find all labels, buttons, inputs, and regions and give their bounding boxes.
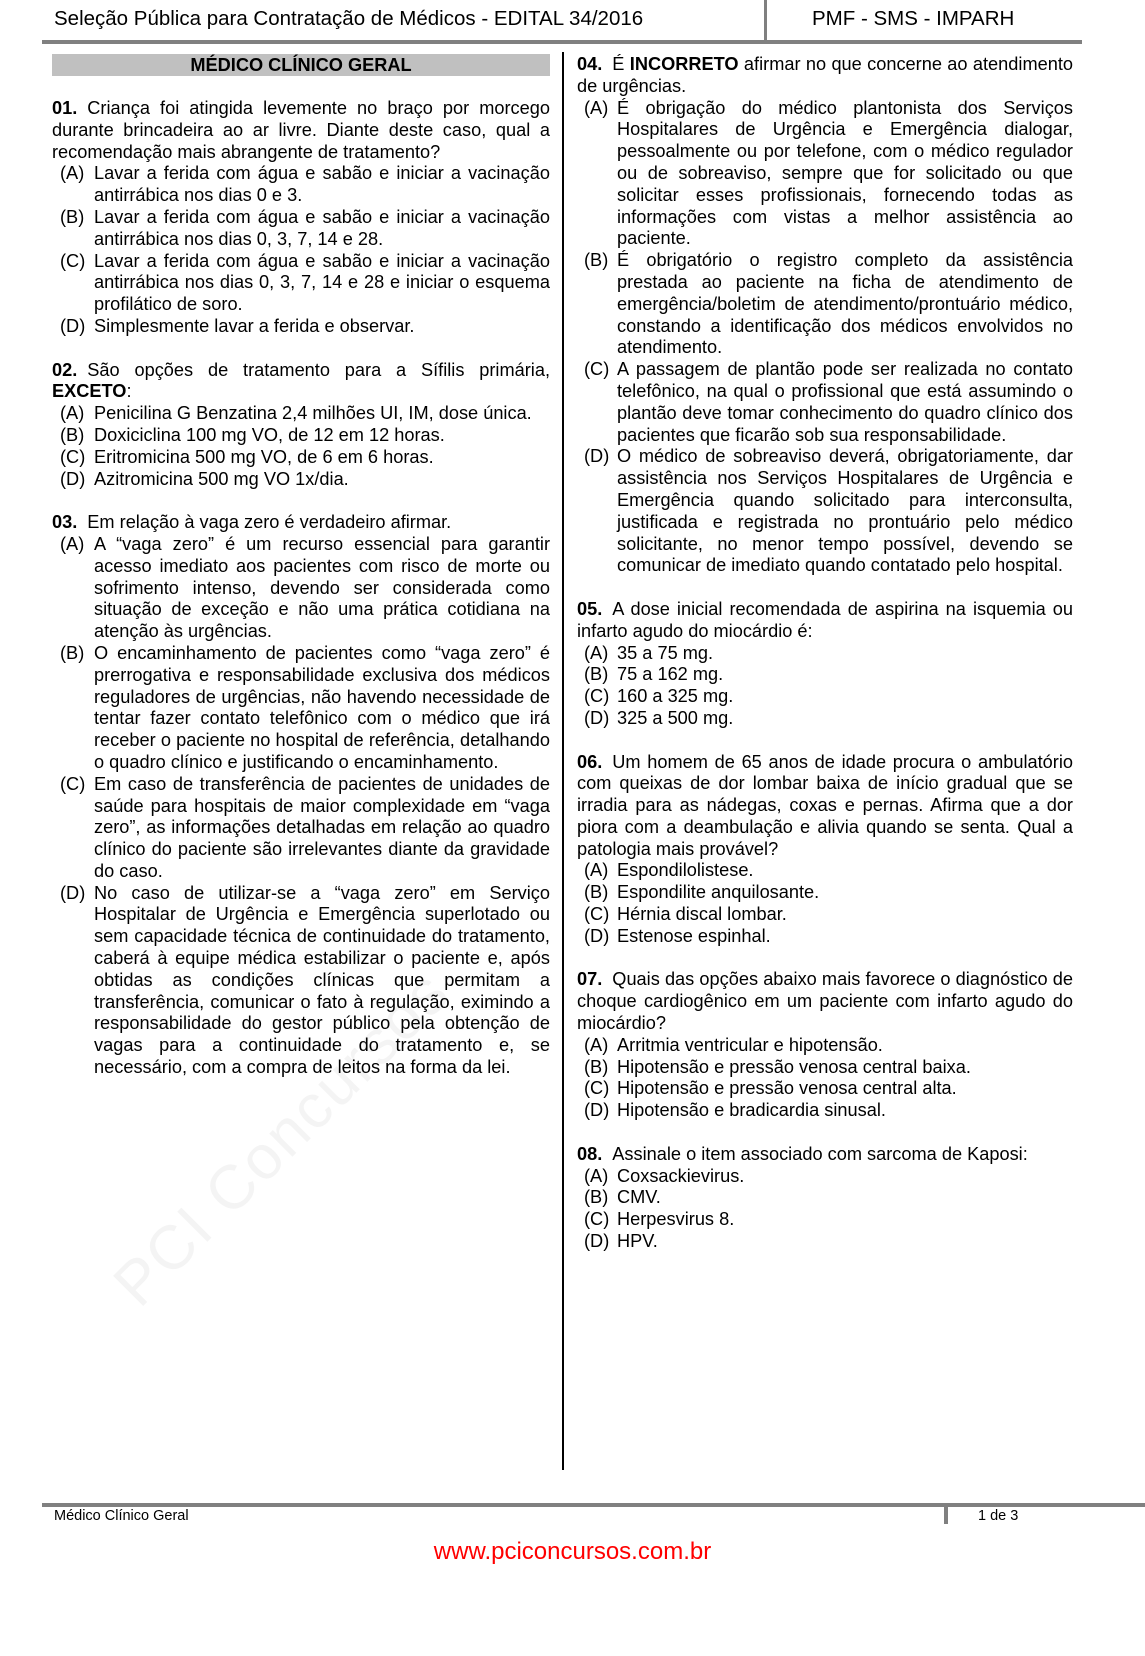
question [577,969,1073,1122]
option-text: Estenose espinhal. [617,925,771,946]
left-column [52,54,550,1101]
answer-option [577,926,1073,948]
header-divider [764,0,767,40]
answer-option [577,882,1073,904]
question [52,512,550,1079]
option-text: A passagem de plantão pode ser realizada no contato telefônico, na qual o profissional que está assumindo o plantão deve tomar conhecimento do quadro clínico dos pacientes que ficarão sob sua responsabilidade. [617,359,1073,445]
answer-option [577,250,1073,359]
option-text: Espondilolistese. [617,860,754,881]
stem-text: Em relação à vaga zero é verdadeiro afirmar. [87,512,452,533]
question-number: 05. [577,598,603,619]
right-column [577,54,1073,1275]
option-label: (C) [584,359,610,380]
question-stem [52,98,550,163]
option-text: Arritmia ventricular e hipotensão. [617,1034,883,1055]
stem-text-end: : [126,381,132,402]
option-label: (C) [60,446,86,467]
option-text: 35 a 75 mg. [617,642,714,663]
header-org: PMF - SMS - IMPARH [812,7,1015,30]
option-text: Hérnia discal lombar. [617,904,787,925]
question [52,360,550,491]
column-separator [562,52,564,1470]
question-stem [52,360,550,404]
question [577,599,1073,730]
question-number: 07. [577,969,603,990]
option-label: (C) [584,904,610,925]
option-label: (D) [60,315,86,336]
stem-text: Assinale o item associado com sarcoma de Kaposi: [612,1143,1028,1164]
option-label: (B) [584,1187,609,1208]
question-stem [577,1144,1073,1166]
stem-text: Um homem de 65 anos de idade procura o ambulatório com queixas de dor lombar baixa de início gradual que se irradia para as nádegas, coxas e pernas. Afirma que a dor piora com a deambulação e alivia quando se senta. Qual a patologia mais provável? [577,751,1073,859]
option-label: (A) [584,642,609,663]
question-number: 04. [577,54,603,74]
option-label: (B) [60,206,85,227]
option-label: (B) [60,424,85,445]
answer-option [577,708,1073,730]
question-stem [577,969,1073,1034]
option-text: Espondilite anquilosante. [617,882,820,903]
answer-option [52,251,550,316]
option-text: A “vaga zero” é um recurso essencial para garantir acesso imediato aos pacientes com risco de morte ou sofrimento intenso, devendo ser considerada como situação de exceção e não uma prática cotidiana na atenção às urgências. [94,533,550,642]
answer-option [577,664,1073,686]
stem-text: A dose inicial recomendada de aspirina na isquemia ou infarto agudo do miocárdio é: [577,598,1073,641]
option-text: Eritromicina 500 mg VO, de 6 em 6 horas. [94,446,434,467]
question [52,98,550,338]
option-label: (C) [584,1078,610,1099]
option-text: É obrigatório o registro completo da assistência prestada ao paciente na ficha de atendimento de emergência/boletim de atendimento/prontuário médico, constando a identificação dos médicos envolvidos no atendimento. [617,250,1073,358]
option-label: (D) [584,707,610,728]
question-stem [577,599,1073,643]
option-text: Penicilina G Benzatina 2,4 milhões UI, IM, dose única. [94,403,532,424]
question [577,752,1073,948]
answer-option [52,643,550,774]
option-label: (D) [584,925,610,946]
option-label: (A) [60,403,85,424]
header-rule [42,40,1082,44]
footer-rule [42,1503,1145,1507]
option-text: Em caso de transferência de pacientes de unidades de saúde para hospitais de maior complexidade em “vaga zero”, as informações detalhadas em relação ao quadro clínico do paciente são irrelevantes diante da gravidade do caso. [94,773,550,881]
option-label: (B) [584,1056,609,1077]
option-text: O médico de sobreaviso deverá, obrigatoriamente, dar assistência nos Serviços Hospitalares de Urgência e Emergência quando solicitado para interconsulta, justificada e registrada no prontuário pelo médico solicitante, no menor tempo possível, devendo se comunicar de imediato quando contatado pelo hospital. [617,446,1073,576]
option-label: (A) [60,163,85,184]
option-text: Lavar a ferida com água e sabão e iniciar a vacinação antirrábica nos dias 0, 3, 7, 14 e 28 e iniciar o esquema profilático de soro. [94,250,550,315]
answer-option [52,316,550,338]
option-label: (D) [60,468,86,489]
question [577,1144,1073,1253]
option-text: Simplesmente lavar a ferida e observar. [94,315,415,336]
option-label: (D) [60,882,86,903]
option-text: HPV. [617,1231,658,1252]
answer-option [577,1187,1073,1209]
option-label: (D) [584,1100,610,1121]
option-text: Lavar a ferida com água e sabão e iniciar a vacinação antirrábica nos dias 0, 3, 7, 14 e 28. [94,206,550,249]
option-text: Doxiciclina 100 mg VO, de 12 em 12 horas. [94,424,445,445]
option-text: 160 a 325 mg. [617,686,734,707]
option-label: (D) [584,1231,610,1252]
answer-option [577,446,1073,577]
option-text: Hipotensão e pressão venosa central baixa. [617,1056,971,1077]
stem-text: São opções de tratamento para a Sífilis primária, [87,359,550,380]
answer-option [52,469,550,491]
answer-option [577,904,1073,926]
answer-option [577,359,1073,446]
site-link[interactable]: www.pciconcursos.com.br [433,1538,712,1565]
question-stem [577,54,1073,98]
stem-text: É [612,54,630,74]
answer-option [577,1231,1073,1253]
answer-option [52,207,550,251]
option-text: CMV. [617,1187,661,1208]
answer-option [52,425,550,447]
answer-option [52,883,550,1079]
option-text: No caso de utilizar-se a “vaga zero” em Serviço Hospitalar de Urgência e Emergência superlotado ou sem capacidade técnica de continuidade do tratamento, caberá à equipe médica estabilizar o paciente e, após obtidas as condições clínicas que permitam a transferência, comunicar o fato à regulação, eximindo a responsabilidade do gestor público pela obtenção de vagas para a continuidade do tratamento e, se necessário, com a compra de leitos na forma da lei. [94,882,550,1078]
answer-option [577,1035,1073,1057]
stem-text: Criança foi atingida levemente no braço por morcego durante brincadeira ao ar livre. Diante deste caso, qual a recomendação mais abrangente de tratamento? [52,98,550,162]
option-text: Hipotensão e pressão venosa central alta. [617,1078,957,1099]
answer-option [52,447,550,469]
option-text: Herpesvirus 8. [617,1209,735,1230]
answer-option [52,534,550,643]
option-label: (C) [60,773,86,794]
option-text: É obrigação do médico plantonista dos Serviços Hospitalares de Urgência e Emergência dialogar, pessoalmente ou por telefone, com o médico regulador ou de sobreaviso, sempre que for solicitado ou que solicitar esses profissionais, fornecendo todas as informações com vistas a melhor assistência ao paciente. [617,97,1073,249]
question-number: 02. [52,359,78,380]
option-text: Coxsackievirus. [617,1165,745,1186]
footer-page-number: 1 de 3 [978,1508,1019,1524]
question-stem [577,752,1073,861]
answer-option [577,860,1073,882]
footer-divider [944,1507,948,1524]
stem-text: Quais das opções abaixo mais favorece o diagnóstico de choque cardiogênico em um paciente com infarto agudo do miocárdio? [577,969,1073,1034]
option-label: (C) [584,686,610,707]
option-text: O encaminhamento de pacientes como “vaga zero” é prerrogativa e responsabilidade exclusiva dos médicos reguladores de urgências, não havendo necessidade de tentar fazer contato telefônico com o médico que irá receber o paciente no hospital de referência, detalhando o quadro clínico e justificando o encaminhamento. [94,642,550,772]
option-text: Azitromicina 500 mg VO 1x/dia. [94,468,349,489]
option-text: 325 a 500 mg. [617,707,734,728]
option-label: (A) [584,1165,609,1186]
header-title: Seleção Pública para Contratação de Médicos - EDITAL 34/2016 [54,7,644,30]
answer-option [52,163,550,207]
option-label: (B) [584,250,609,271]
stem-text-end: afirmar no que concerne ao atendimento de urgências. [577,54,1073,96]
option-label: (B) [584,882,609,903]
answer-option [577,1166,1073,1188]
option-text: Hipotensão e bradicardia sinusal. [617,1100,886,1121]
option-label: (C) [60,250,86,271]
answer-option [52,774,550,883]
stem-emphasis: EXCETO [52,381,127,402]
option-text: Lavar a ferida com água e sabão e iniciar a vacinação antirrábica nos dias 0 e 3. [94,163,550,206]
question-number: 03. [52,512,78,533]
question-number: 06. [577,751,603,772]
option-label: (A) [584,860,609,881]
answer-option [577,1209,1073,1231]
option-label: (A) [584,1034,609,1055]
question-stem [52,512,550,534]
question-number: 08. [577,1143,603,1164]
option-text: 75 a 162 mg. [617,664,724,685]
answer-option [577,643,1073,665]
option-label: (A) [584,97,609,118]
answer-option [577,1057,1073,1079]
option-label: (A) [60,533,85,554]
question [577,54,1073,577]
stem-emphasis: INCORRETO [629,54,739,74]
option-label: (B) [584,664,609,685]
footer-subject: Médico Clínico Geral [54,1508,189,1524]
option-label: (D) [584,446,610,467]
section-title: MÉDICO CLÍNICO GERAL [52,54,550,76]
option-label: (C) [584,1209,610,1230]
answer-option [577,1100,1073,1122]
answer-option [52,403,550,425]
answer-option [577,1078,1073,1100]
question-number: 01. [52,98,78,118]
answer-option [577,98,1073,251]
option-label: (B) [60,642,85,663]
answer-option [577,686,1073,708]
